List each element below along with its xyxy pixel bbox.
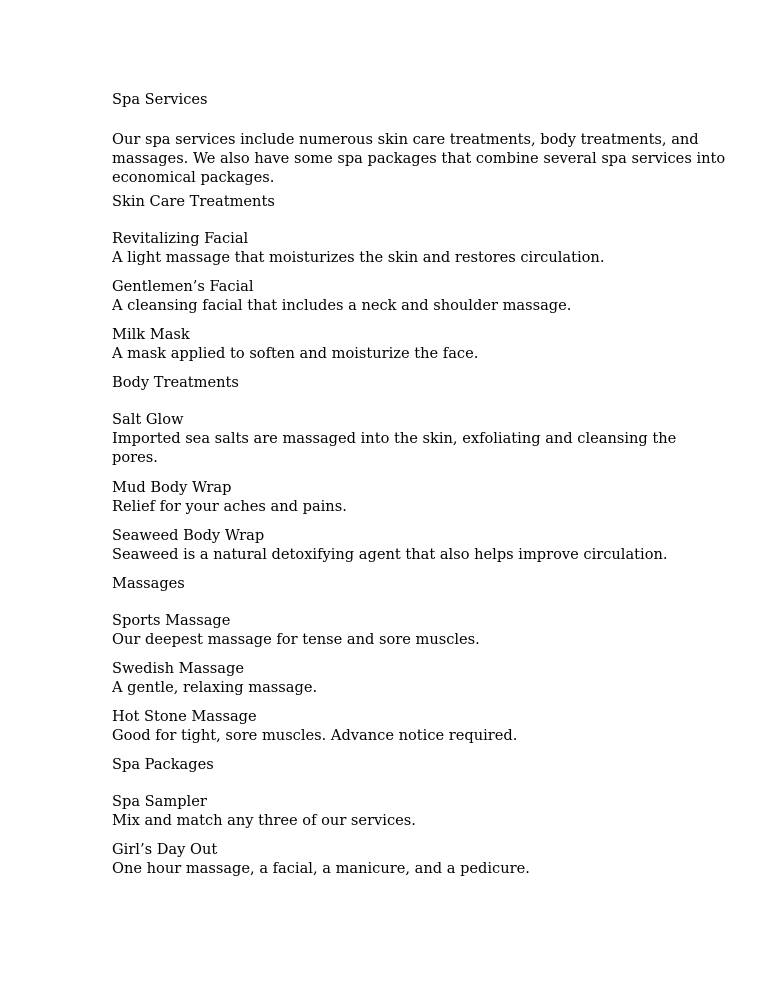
service-item-swedish-massage xyxy=(112,659,672,697)
intro-line: massages. We also have some spa packages that combine several spa services into xyxy=(112,150,726,167)
section-heading-skin-care: Skin Care Treatments xyxy=(112,193,275,210)
service-item-salt-glow xyxy=(112,410,677,467)
service-name: Hot Stone Massage xyxy=(112,708,257,725)
service-description: Imported sea salts are massaged into the skin, exfoliating and cleansing the xyxy=(112,430,677,447)
service-item-hot-stone-massage xyxy=(112,707,672,745)
service-description: One hour massage, a facial, a manicure, and a pedicure. xyxy=(112,860,530,877)
service-name: Sports Massage xyxy=(112,612,231,629)
service-description: Mix and match any three of our services. xyxy=(112,812,416,829)
section-heading-massages: Massages xyxy=(112,575,185,592)
service-description: Relief for your aches and pains. xyxy=(112,498,347,515)
service-item-gentlemens-facial xyxy=(112,277,672,315)
page-title xyxy=(112,90,672,109)
service-item-seaweed-body-wrap xyxy=(112,526,672,564)
service-description: Our deepest massage for tense and sore muscles. xyxy=(112,631,480,648)
intro-paragraph xyxy=(112,130,726,187)
service-description: A mask applied to soften and moisturize the face. xyxy=(112,345,479,362)
section-heading-body-treatments: Body Treatments xyxy=(112,374,239,391)
intro-line: economical packages. xyxy=(112,169,275,186)
service-description: A cleansing facial that includes a neck and shoulder massage. xyxy=(112,297,572,314)
service-name: Salt Glow xyxy=(112,411,184,428)
service-description: A light massage that moisturizes the skin and restores circulation. xyxy=(112,249,605,266)
service-item-milk-mask xyxy=(112,325,672,363)
service-name: Girl’s Day Out xyxy=(112,841,218,858)
service-name: Seaweed Body Wrap xyxy=(112,527,265,544)
service-item-girls-day-out xyxy=(112,840,672,878)
service-name: Gentlemen’s Facial xyxy=(112,278,254,295)
service-name: Mud Body Wrap xyxy=(112,479,232,496)
service-item-mud-body-wrap xyxy=(112,478,672,516)
service-name: Spa Sampler xyxy=(112,793,207,810)
service-description: pores. xyxy=(112,449,158,466)
service-name: Milk Mask xyxy=(112,326,190,343)
service-description: Good for tight, sore muscles. Advance notice required. xyxy=(112,727,518,744)
service-name: Revitalizing Facial xyxy=(112,230,249,247)
service-name: Swedish Massage xyxy=(112,660,244,677)
service-description: A gentle, relaxing massage. xyxy=(112,679,318,696)
service-description: Seaweed is a natural detoxifying agent that also helps improve circulation. xyxy=(112,546,668,563)
section-heading-spa-packages: Spa Packages xyxy=(112,756,214,773)
service-item-sports-massage xyxy=(112,611,672,649)
intro-line: Our spa services include numerous skin care treatments, body treatments, and xyxy=(112,131,699,148)
service-item-spa-sampler xyxy=(112,792,672,830)
service-item-revitalizing-facial xyxy=(112,229,672,267)
page-title-text: Spa Services xyxy=(112,91,208,108)
